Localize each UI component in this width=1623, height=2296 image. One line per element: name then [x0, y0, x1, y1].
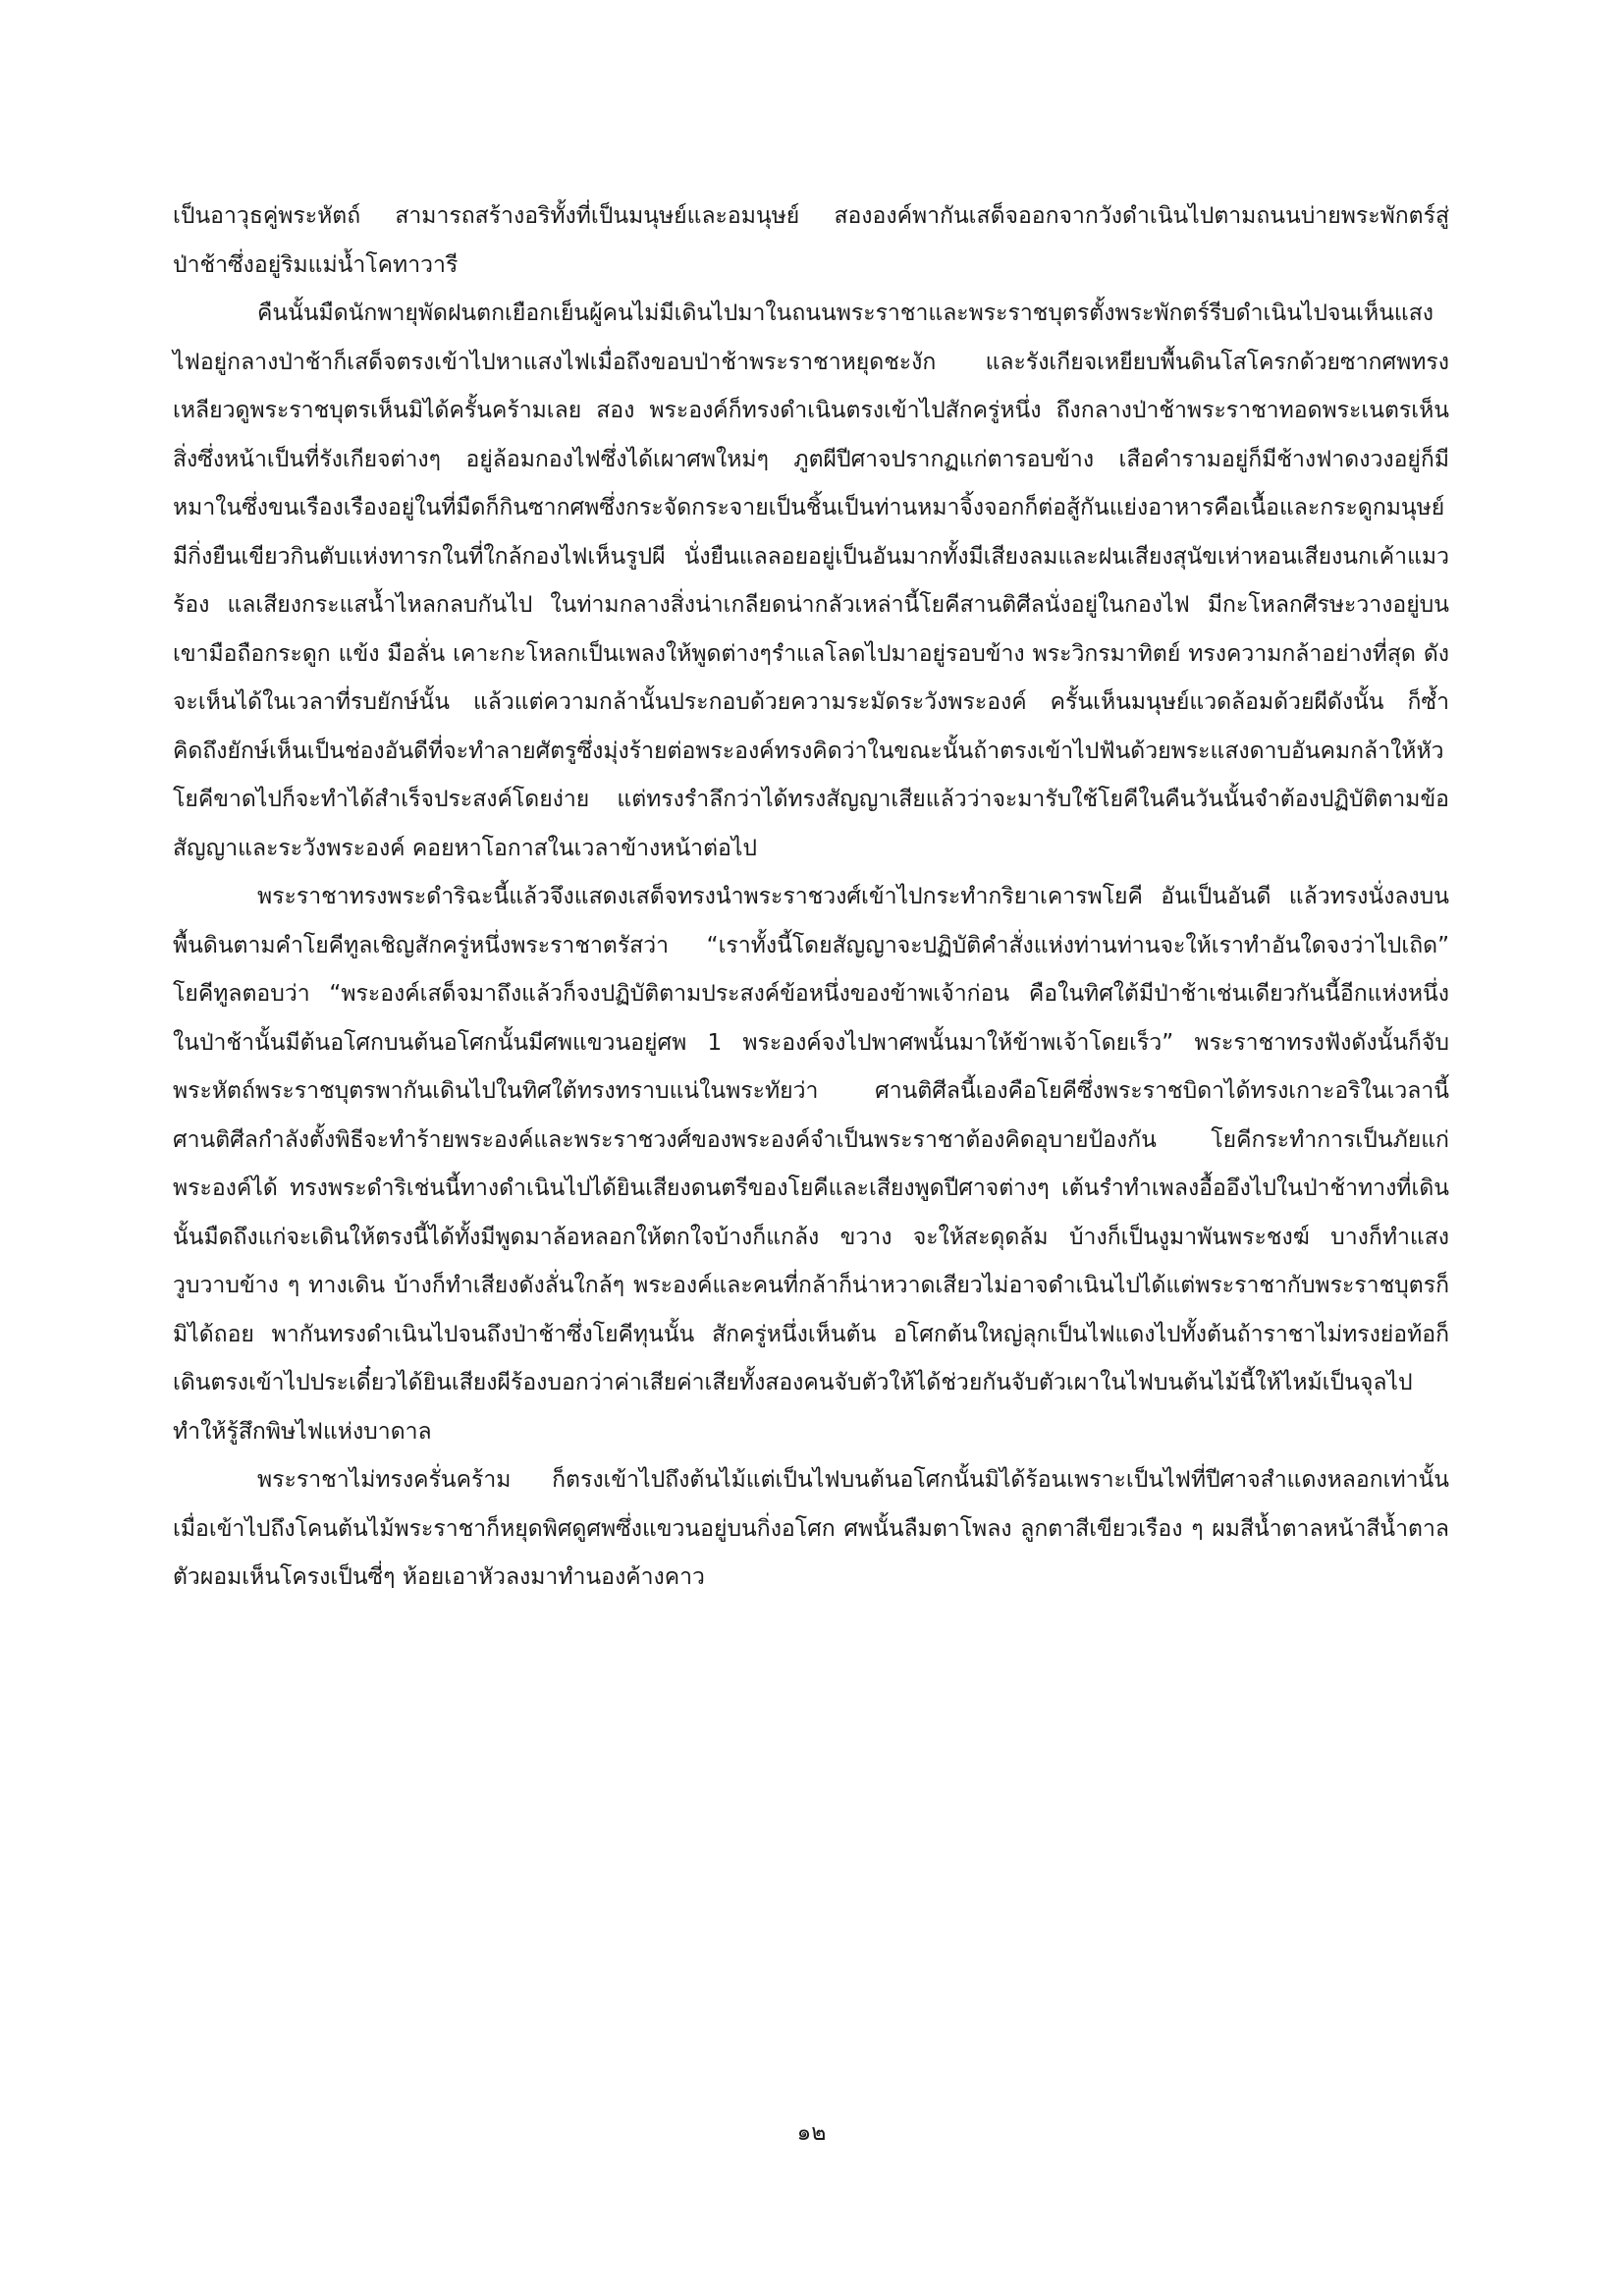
- paragraph-2: คืนนั้นมืดนักพายุพัดฝนตกเยือกเย็นผู้คนไม่มีเดินไปมาในถนนพระราชาและพระราชบุตรตั้งพระพักตร์รีบดำเนินไปจนเห็นแสงไฟอยู่กลางป่าช้าก็เสด็จตรงเข้าไปหาแสงไฟเมื่อถึงขอบป่าช้าพระราชาหยุดชะงัก และรังเกียจเหยียบพื้นดินโสโครกด้วยซากศพทรงเหลียวดูพระราชบุตรเห็นมิได้ครั้นคร้ามเลย สอง พระองค์ก็ทรงดำเนินตรงเข้าไปสักครู่หนึ่ง ถึงกลางป่าช้าพระราชาทอดพระเนตรเห็นสิ่งซึ่งหน้าเป็นที่รังเกียจต่างๆ อยู่ล้อมกองไฟซึ่งได้เผาศพใหม่ๆ ภูตผีปีศาจปรากฏแก่ตารอบข้าง เสือคำรามอยู่ก็มีช้างฟาดงวงอยู่ก็มีหมาในซึ่งขนเรืองเรืองอยู่ในที่มืดก็กินซากศพซึ่งกระจัดกระจายเป็นชิ้นเป็นท่านหมาจิ้งจอกก็ต่อสู้กันแย่งอาหารคือเนื้อและกระดูกมนุษย์มีกิ่งยืนเขียวกินตับแห่งทารกในที่ใกล้กองไฟเห็นรูปผี นั่งยืนแลลอยอยู่เป็นอันมากทั้งมีเสียงลมและฝนเสียงสุนัขเห่าหอนเสียงนกเค้าแมวร้อง แลเสียงกระแสน้ำไหลกลบกันไป ในท่ามกลางสิ่งน่าเกลียดน่ากลัวเหล่านี้โยคีสานติศีลนั่งอยู่ในกองไฟ มีกะโหลกศีรษะวางอยู่บนเขามือถือกระดูก แข้ง มือลั่น เคาะกะโหลกเป็นเพลงให้พูดต่างๆรำแลโลดไปมาอยู่รอบข้าง พระวิกรมาทิตย์ ทรงความกล้าอย่างที่สุด ดังจะเห็นได้ในเวลาที่รบยักษ์นั้น แล้วแต่ความกล้านั้นประกอบด้วยความระมัดระวังพระองค์ ครั้นเห็นมนุษย์แวดล้อมด้วยผีดังนั้น ก็ซ้ำคิดถึงยักษ์เห็นเป็นช่องอันดีที่จะทำลายศัตรูซึ่งมุ่งร้ายต่อพระองค์ทรงคิดว่าในขณะนั้นถ้าตรงเข้าไปฟันด้วยพระแสงดาบอันคมกล้าให้หัวโยคีขาดไปก็จะทำได้สำเร็จประสงค์โดยง่าย แต่ทรงรำลึกว่าได้ทรงสัญญาเสียแล้วว่าจะมารับใช้โยคีในคืนวันนั้นจำต้องปฏิบัติตามข้อสัญญาและระวังพระองค์ คอยหาโอกาสในเวลาข้างหน้าต่อไป: [173, 301, 1449, 861]
- paragraph-3: พระราชาทรงพระดำริฉะนี้แล้วจึงแสดงเสด็จทรงนำพระราชวงศ์เข้าไปกระทำกริยาเคารพโยคี อันเป็นอันดี แล้วทรงนั่งลงบนพื้นดินตามคำโยคีทูลเชิญสักครู่หนึ่งพระราชาตรัสว่า “เราทั้งนี้โดยสัญญาจะปฏิบัติคำสั่งแห่งท่านท่านจะให้เราทำอันใดจงว่าไปเถิด” โยคีทูลตอบว่า “พระองค์เสด็จมาถึงแล้วก็จงปฏิบัติตามประสงค์ข้อหนึ่งของข้าพเจ้าก่อน คือในทิศใต้มีป่าช้าเช่นเดียวกันนี้อีกแห่งหนึ่งในป่าช้านั้นมีต้นอโศกบนต้นอโศกนั้นมีศพแขวนอยู่ศพ 1 พระองค์จงไปพาศพนั้นมาให้ข้าพเจ้าโดยเร็ว” พระราชาทรงฟังดังนั้นก็จับพระหัตถ์พระราชบุตรพากันเดินไปในทิศใต้ทรงทราบแน่ในพระทัยว่า ศานติศีลนี้เองคือโยคีซึ่งพระราชบิดาได้ทรงเกาะอริในเวลานี้ศานติศีลกำลังตั้งพิธีจะทำร้ายพระองค์และพระราชวงศ์ของพระองค์จำเป็นพระราชาต้องคิดอุบายป้องกัน โยคีกระทำการเป็นภัยแก่พระองค์ได้ ทรงพระดำริเช่นนี้ทางดำเนินไปได้ยินเสียงดนตรีของโยคีและเสียงพูดปีศาจต่างๆ เต้นรำทำเพลงอื้ออึงไปในป่าช้าทางที่เดินนั้นมืดถึงแก่จะเดินให้ตรงนี้ได้ทั้งมีพูดมาล้อหลอกให้ตกใจบ้างก็แกล้ง ขวาง จะให้สะดุดล้ม บ้างก็เป็นงูมาพันพระชงฆ์ บางก็ทำแสงวูบวาบข้าง ๆ ทางเดิน บ้างก็ทำเสียงดังลั่นใกล้ๆ พระองค์และคนที่กล้าก็น่าหวาดเสียวไม่อาจดำเนินไปได้แต่พระราชากับพระราชบุตรก็มิได้ถอย พากันทรงดำเนินไปจนถึงป่าช้าซึ่งโยคีทุนนั้น สักครู่หนึ่งเห็นต้น อโศกต้นใหญ่ลุกเป็นไฟแดงไปทั้งต้นถ้าราชาไม่ทรงย่อท้อก็เดินตรงเข้าไปประเดี๋ยวได้ยินเสียงผีร้องบอกว่าค่าเสียค่าเสียทั้งสองคนจับตัวให้ได้ช่วยกันจับตัวเผาในไฟบนต้นไม้นี้ให้ไหม้เป็นจุลไปทำให้รู้สึกพิษไฟแห่งบาดาล: [173, 884, 1449, 1445]
- body-text: [173, 192, 1449, 1603]
- paragraph-1: เป็นอาวุธคู่พระหัตถ์ สามารถสร้างอริทั้งที่เป็นมนุษย์และอมนุษย์ สององค์พากันเสด็จออกจากวังดำเนินไปตามถนนบ่ายพระพักตร์สู่ป่าช้าซึ่งอยู่ริมแม่น้ำโคทาวารี: [173, 203, 1449, 278]
- paragraph-4: พระราชาไม่ทรงครั่นคร้าม ก็ตรงเข้าไปถึงต้นไม้แต่เป็นไฟบนต้นอโศกนั้นมิได้ร้อนเพราะเป็นไฟที่ปีศาจสำแดงหลอกเท่านั้นเมื่อเข้าไปถึงโคนต้นไม้พระราชาก็หยุดพิศดูศพซึ่งแขวนอยู่บนกิ่งอโศก ศพนั้นลืมตาโพลง ลูกตาสีเขียวเรือง ๆ ผมสีน้ำตาลหน้าสีน้ำตาลตัวผอมเห็นโครงเป็นซี่ๆ ห้อยเอาหัวลงมาทำนองค้างคาว: [173, 1467, 1449, 1590]
- page-number: ๑๒: [796, 2120, 827, 2146]
